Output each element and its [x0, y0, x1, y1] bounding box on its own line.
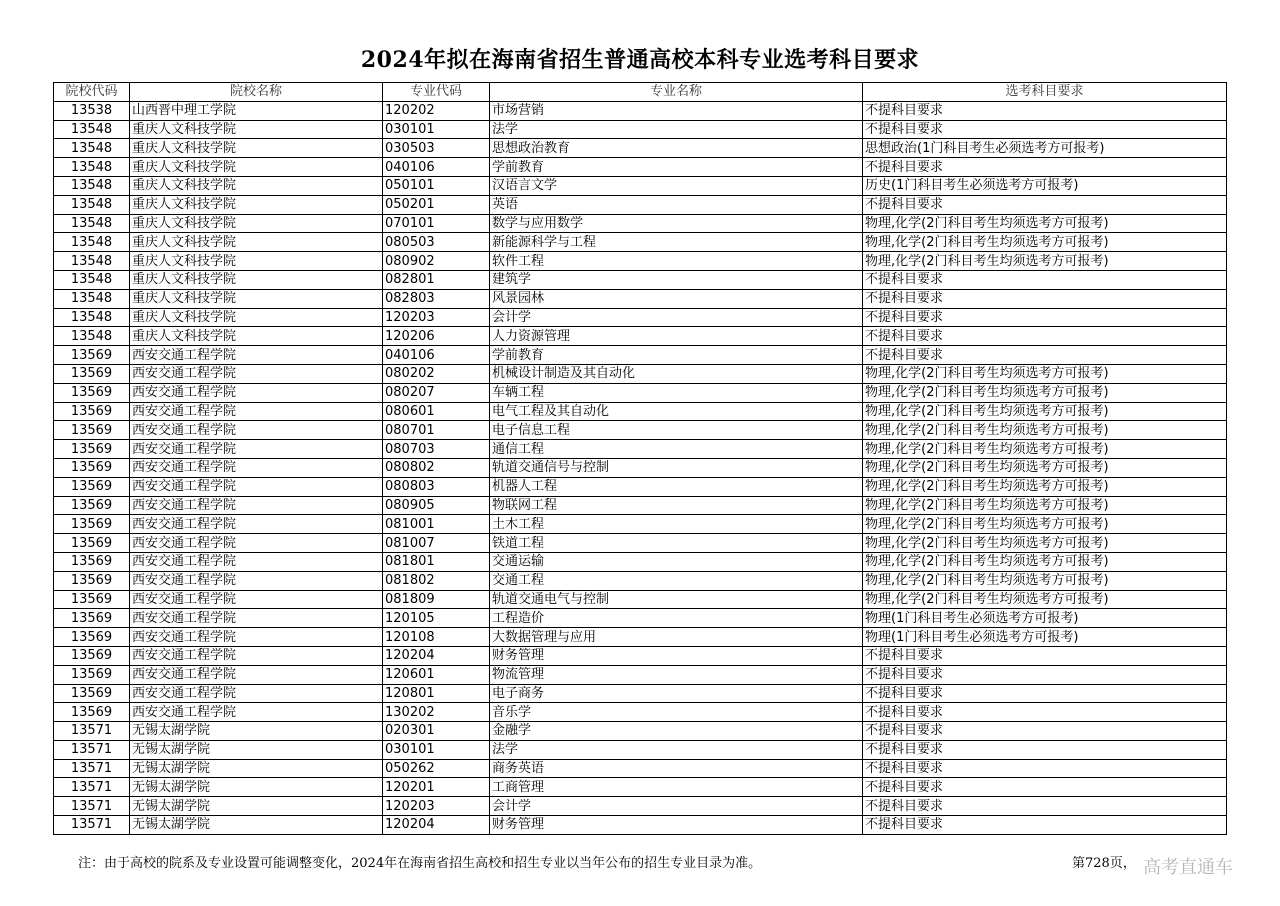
table-row: [54, 665, 1227, 684]
cell-school-code: 13569: [54, 628, 130, 647]
cell-school-code: 13571: [54, 778, 130, 797]
table-row: [54, 308, 1227, 327]
table-row: [54, 552, 1227, 571]
cell-major-code: 030503: [383, 139, 490, 158]
cell-subject-requirement: 物理(1门科目考生必须选考方可报考): [863, 628, 1227, 647]
cell-subject-requirement: 物理,化学(2门科目考生均须选考方可报考): [863, 421, 1227, 440]
cell-major-code: 120105: [383, 609, 490, 628]
table-row: [54, 740, 1227, 759]
cell-subject-requirement: 物理(1门科目考生必须选考方可报考): [863, 609, 1227, 628]
cell-school-name: 西安交通工程学院: [130, 383, 383, 402]
header-subject-requirement: 选考科目要求: [863, 83, 1227, 102]
cell-school-name: 重庆人文科技学院: [130, 289, 383, 308]
cell-school-name: 重庆人文科技学院: [130, 120, 383, 139]
cell-school-code: 13569: [54, 665, 130, 684]
cell-major-name: 英语: [490, 195, 863, 214]
cell-major-code: 080601: [383, 402, 490, 421]
cell-subject-requirement: 不提科目要求: [863, 120, 1227, 139]
table-header-row: [54, 83, 1227, 102]
cell-major-name: 财务管理: [490, 646, 863, 665]
cell-school-code: 13569: [54, 346, 130, 365]
cell-school-code: 13569: [54, 534, 130, 553]
table-row: [54, 816, 1227, 835]
cell-school-name: 西安交通工程学院: [130, 552, 383, 571]
cell-major-name: 学前教育: [490, 158, 863, 177]
cell-school-code: 13548: [54, 289, 130, 308]
watermark: 高考直通车: [1143, 857, 1233, 878]
cell-school-name: 无锡太湖学院: [130, 778, 383, 797]
cell-subject-requirement: 不提科目要求: [863, 646, 1227, 665]
cell-school-name: 重庆人文科技学院: [130, 308, 383, 327]
table-row: [54, 534, 1227, 553]
cell-school-name: 无锡太湖学院: [130, 759, 383, 778]
table-row: [54, 571, 1227, 590]
table-row: [54, 289, 1227, 308]
cell-school-name: 重庆人文科技学院: [130, 252, 383, 271]
cell-major-name: 机器人工程: [490, 477, 863, 496]
cell-major-name: 新能源科学与工程: [490, 233, 863, 252]
cell-school-name: 西安交通工程学院: [130, 515, 383, 534]
cell-major-name: 音乐学: [490, 703, 863, 722]
cell-school-code: 13571: [54, 816, 130, 835]
cell-major-name: 电子信息工程: [490, 421, 863, 440]
table-row: [54, 233, 1227, 252]
cell-major-name: 交通工程: [490, 571, 863, 590]
cell-major-name: 交通运输: [490, 552, 863, 571]
cell-subject-requirement: 不提科目要求: [863, 327, 1227, 346]
cell-subject-requirement: 物理,化学(2门科目考生均须选考方可报考): [863, 364, 1227, 383]
cell-school-code: 13548: [54, 120, 130, 139]
table-row: [54, 609, 1227, 628]
header-major-name: 专业名称: [490, 83, 863, 102]
cell-major-code: 070101: [383, 214, 490, 233]
cell-major-code: 081001: [383, 515, 490, 534]
table-row: [54, 101, 1227, 120]
cell-major-code: 130202: [383, 703, 490, 722]
cell-school-code: 13569: [54, 496, 130, 515]
table-row: [54, 759, 1227, 778]
cell-school-name: 西安交通工程学院: [130, 364, 383, 383]
cell-major-name: 建筑学: [490, 270, 863, 289]
cell-subject-requirement: 不提科目要求: [863, 684, 1227, 703]
cell-major-name: 电气工程及其自动化: [490, 402, 863, 421]
table-row: [54, 515, 1227, 534]
cell-major-name: 物流管理: [490, 665, 863, 684]
cell-major-code: 080703: [383, 440, 490, 459]
footnote: 注：由于高校的院系及专业设置可能调整变化，2024年在海南省招生高校和招生专业以当年公布的招生专业目录为准。: [78, 856, 762, 871]
cell-major-name: 商务英语: [490, 759, 863, 778]
table-row: [54, 797, 1227, 816]
table-row: [54, 327, 1227, 346]
table-row: [54, 214, 1227, 233]
table-row: [54, 158, 1227, 177]
cell-subject-requirement: 不提科目要求: [863, 740, 1227, 759]
cell-school-name: 西安交通工程学院: [130, 402, 383, 421]
cell-subject-requirement: 不提科目要求: [863, 195, 1227, 214]
table-row: [54, 346, 1227, 365]
cell-school-name: 西安交通工程学院: [130, 571, 383, 590]
cell-school-name: 无锡太湖学院: [130, 722, 383, 741]
cell-school-name: 西安交通工程学院: [130, 458, 383, 477]
cell-subject-requirement: 思想政治(1门科目考生必须选考方可报考): [863, 139, 1227, 158]
cell-school-code: 13569: [54, 402, 130, 421]
cell-subject-requirement: 物理,化学(2门科目考生均须选考方可报考): [863, 252, 1227, 271]
cell-school-name: 西安交通工程学院: [130, 590, 383, 609]
table-row: [54, 722, 1227, 741]
header-major-code: 专业代码: [383, 83, 490, 102]
cell-major-code: 120108: [383, 628, 490, 647]
cell-subject-requirement: 不提科目要求: [863, 759, 1227, 778]
cell-major-code: 050201: [383, 195, 490, 214]
cell-major-name: 汉语言文学: [490, 176, 863, 195]
header-school-code: 院校代码: [54, 83, 130, 102]
table-row: [54, 477, 1227, 496]
cell-major-name: 风景园林: [490, 289, 863, 308]
table-row: [54, 628, 1227, 647]
cell-major-code: 120202: [383, 101, 490, 120]
cell-major-code: 080202: [383, 364, 490, 383]
cell-major-code: 081801: [383, 552, 490, 571]
cell-major-name: 会计学: [490, 308, 863, 327]
cell-subject-requirement: 不提科目要求: [863, 778, 1227, 797]
table-row: [54, 402, 1227, 421]
cell-subject-requirement: 物理,化学(2门科目考生均须选考方可报考): [863, 552, 1227, 571]
cell-school-code: 13569: [54, 703, 130, 722]
cell-school-code: 13569: [54, 458, 130, 477]
cell-school-code: 13538: [54, 101, 130, 120]
cell-school-name: 山西晋中理工学院: [130, 101, 383, 120]
cell-school-code: 13569: [54, 609, 130, 628]
cell-major-code: 080207: [383, 383, 490, 402]
cell-school-name: 西安交通工程学院: [130, 534, 383, 553]
cell-school-code: 13548: [54, 308, 130, 327]
cell-subject-requirement: 不提科目要求: [863, 270, 1227, 289]
cell-subject-requirement: 物理,化学(2门科目考生均须选考方可报考): [863, 496, 1227, 515]
cell-subject-requirement: 不提科目要求: [863, 722, 1227, 741]
cell-major-code: 120206: [383, 327, 490, 346]
cell-major-code: 082803: [383, 289, 490, 308]
cell-subject-requirement: 物理,化学(2门科目考生均须选考方可报考): [863, 590, 1227, 609]
cell-major-code: 080803: [383, 477, 490, 496]
cell-school-name: 西安交通工程学院: [130, 703, 383, 722]
table-row: [54, 590, 1227, 609]
table-row: [54, 458, 1227, 477]
cell-subject-requirement: 物理,化学(2门科目考生均须选考方可报考): [863, 458, 1227, 477]
cell-school-name: 西安交通工程学院: [130, 440, 383, 459]
cell-school-code: 13571: [54, 797, 130, 816]
cell-major-name: 铁道工程: [490, 534, 863, 553]
cell-major-code: 120601: [383, 665, 490, 684]
cell-school-name: 西安交通工程学院: [130, 684, 383, 703]
cell-school-code: 13548: [54, 327, 130, 346]
cell-major-name: 轨道交通信号与控制: [490, 458, 863, 477]
cell-subject-requirement: 历史(1门科目考生必须选考方可报考): [863, 176, 1227, 195]
cell-school-name: 西安交通工程学院: [130, 477, 383, 496]
cell-school-code: 13569: [54, 646, 130, 665]
cell-school-code: 13569: [54, 364, 130, 383]
cell-school-name: 西安交通工程学院: [130, 628, 383, 647]
cell-subject-requirement: 不提科目要求: [863, 665, 1227, 684]
cell-school-name: 重庆人文科技学院: [130, 195, 383, 214]
cell-school-code: 13548: [54, 176, 130, 195]
cell-school-name: 西安交通工程学院: [130, 421, 383, 440]
cell-school-name: 西安交通工程学院: [130, 646, 383, 665]
cell-major-name: 物联网工程: [490, 496, 863, 515]
cell-major-code: 081802: [383, 571, 490, 590]
table-row: [54, 383, 1227, 402]
table-row: [54, 646, 1227, 665]
cell-major-code: 120201: [383, 778, 490, 797]
cell-subject-requirement: 不提科目要求: [863, 346, 1227, 365]
cell-major-name: 通信工程: [490, 440, 863, 459]
cell-subject-requirement: 物理,化学(2门科目考生均须选考方可报考): [863, 233, 1227, 252]
cell-major-code: 120203: [383, 308, 490, 327]
cell-major-code: 080701: [383, 421, 490, 440]
cell-major-name: 工程造价: [490, 609, 863, 628]
cell-subject-requirement: 物理,化学(2门科目考生均须选考方可报考): [863, 571, 1227, 590]
cell-major-code: 120204: [383, 646, 490, 665]
cell-major-code: 120801: [383, 684, 490, 703]
cell-school-name: 重庆人文科技学院: [130, 158, 383, 177]
cell-subject-requirement: 物理,化学(2门科目考生均须选考方可报考): [863, 515, 1227, 534]
cell-subject-requirement: 物理,化学(2门科目考生均须选考方可报考): [863, 383, 1227, 402]
cell-major-name: 法学: [490, 120, 863, 139]
cell-major-name: 电子商务: [490, 684, 863, 703]
cell-school-code: 13569: [54, 552, 130, 571]
cell-major-code: 050262: [383, 759, 490, 778]
cell-school-code: 13548: [54, 270, 130, 289]
cell-subject-requirement: 不提科目要求: [863, 797, 1227, 816]
cell-school-code: 13548: [54, 233, 130, 252]
cell-school-name: 西安交通工程学院: [130, 609, 383, 628]
cell-major-code: 080905: [383, 496, 490, 515]
table-row: [54, 778, 1227, 797]
cell-school-name: 无锡太湖学院: [130, 740, 383, 759]
cell-school-code: 13569: [54, 571, 130, 590]
table-row: [54, 120, 1227, 139]
cell-subject-requirement: 物理,化学(2门科目考生均须选考方可报考): [863, 402, 1227, 421]
cell-school-code: 13569: [54, 477, 130, 496]
cell-school-code: 13571: [54, 722, 130, 741]
table-row: [54, 703, 1227, 722]
table-row: [54, 421, 1227, 440]
cell-major-code: 040106: [383, 346, 490, 365]
cell-subject-requirement: 不提科目要求: [863, 816, 1227, 835]
cell-school-code: 13548: [54, 158, 130, 177]
cell-school-name: 西安交通工程学院: [130, 496, 383, 515]
table-row: [54, 195, 1227, 214]
cell-major-code: 081809: [383, 590, 490, 609]
cell-school-code: 13569: [54, 515, 130, 534]
cell-major-name: 工商管理: [490, 778, 863, 797]
cell-subject-requirement: 不提科目要求: [863, 101, 1227, 120]
table-row: [54, 252, 1227, 271]
cell-school-code: 13571: [54, 740, 130, 759]
cell-major-code: 120203: [383, 797, 490, 816]
cell-school-name: 西安交通工程学院: [130, 346, 383, 365]
cell-major-name: 会计学: [490, 797, 863, 816]
cell-school-code: 13548: [54, 195, 130, 214]
header-school-name: 院校名称: [130, 83, 383, 102]
cell-school-name: 重庆人文科技学院: [130, 270, 383, 289]
cell-subject-requirement: 不提科目要求: [863, 289, 1227, 308]
cell-major-name: 金融学: [490, 722, 863, 741]
table-row: [54, 496, 1227, 515]
cell-major-code: 120204: [383, 816, 490, 835]
cell-school-code: 13548: [54, 139, 130, 158]
cell-school-name: 西安交通工程学院: [130, 665, 383, 684]
table-row: [54, 139, 1227, 158]
cell-major-code: 030101: [383, 740, 490, 759]
cell-subject-requirement: 不提科目要求: [863, 308, 1227, 327]
cell-subject-requirement: 物理,化学(2门科目考生均须选考方可报考): [863, 534, 1227, 553]
cell-subject-requirement: 不提科目要求: [863, 703, 1227, 722]
cell-subject-requirement: 物理,化学(2门科目考生均须选考方可报考): [863, 477, 1227, 496]
cell-major-name: 大数据管理与应用: [490, 628, 863, 647]
cell-school-name: 重庆人文科技学院: [130, 214, 383, 233]
cell-major-code: 040106: [383, 158, 490, 177]
cell-major-name: 市场营销: [490, 101, 863, 120]
cell-school-name: 重庆人文科技学院: [130, 233, 383, 252]
cell-major-code: 050101: [383, 176, 490, 195]
page-number: 第728页，: [1072, 856, 1136, 871]
cell-major-code: 020301: [383, 722, 490, 741]
cell-school-name: 重庆人文科技学院: [130, 327, 383, 346]
cell-school-code: 13569: [54, 440, 130, 459]
cell-major-name: 财务管理: [490, 816, 863, 835]
cell-major-code: 081007: [383, 534, 490, 553]
table-row: [54, 270, 1227, 289]
cell-school-code: 13569: [54, 421, 130, 440]
cell-major-name: 轨道交通电气与控制: [490, 590, 863, 609]
table-row: [54, 684, 1227, 703]
cell-subject-requirement: 物理,化学(2门科目考生均须选考方可报考): [863, 214, 1227, 233]
cell-major-code: 080902: [383, 252, 490, 271]
requirements-table: [53, 82, 1227, 835]
cell-school-code: 13569: [54, 684, 130, 703]
cell-school-code: 13571: [54, 759, 130, 778]
cell-major-name: 思想政治教育: [490, 139, 863, 158]
cell-major-name: 法学: [490, 740, 863, 759]
cell-major-code: 082801: [383, 270, 490, 289]
table-row: [54, 440, 1227, 459]
cell-major-code: 080802: [383, 458, 490, 477]
cell-school-name: 重庆人文科技学院: [130, 139, 383, 158]
cell-major-name: 人力资源管理: [490, 327, 863, 346]
cell-subject-requirement: 物理,化学(2门科目考生均须选考方可报考): [863, 440, 1227, 459]
cell-major-name: 土木工程: [490, 515, 863, 534]
cell-school-code: 13548: [54, 252, 130, 271]
cell-major-name: 学前教育: [490, 346, 863, 365]
cell-school-name: 重庆人文科技学院: [130, 176, 383, 195]
table-row: [54, 364, 1227, 383]
cell-major-name: 车辆工程: [490, 383, 863, 402]
page-title: 2024年拟在海南省招生普通高校本科专业选考科目要求: [360, 47, 920, 73]
cell-major-name: 数学与应用数学: [490, 214, 863, 233]
table-row: [54, 176, 1227, 195]
cell-school-code: 13548: [54, 214, 130, 233]
cell-school-code: 13569: [54, 383, 130, 402]
cell-major-name: 机械设计制造及其自动化: [490, 364, 863, 383]
cell-school-code: 13569: [54, 590, 130, 609]
cell-school-name: 无锡太湖学院: [130, 816, 383, 835]
cell-subject-requirement: 不提科目要求: [863, 158, 1227, 177]
cell-major-name: 软件工程: [490, 252, 863, 271]
cell-major-code: 030101: [383, 120, 490, 139]
cell-school-name: 无锡太湖学院: [130, 797, 383, 816]
cell-major-code: 080503: [383, 233, 490, 252]
